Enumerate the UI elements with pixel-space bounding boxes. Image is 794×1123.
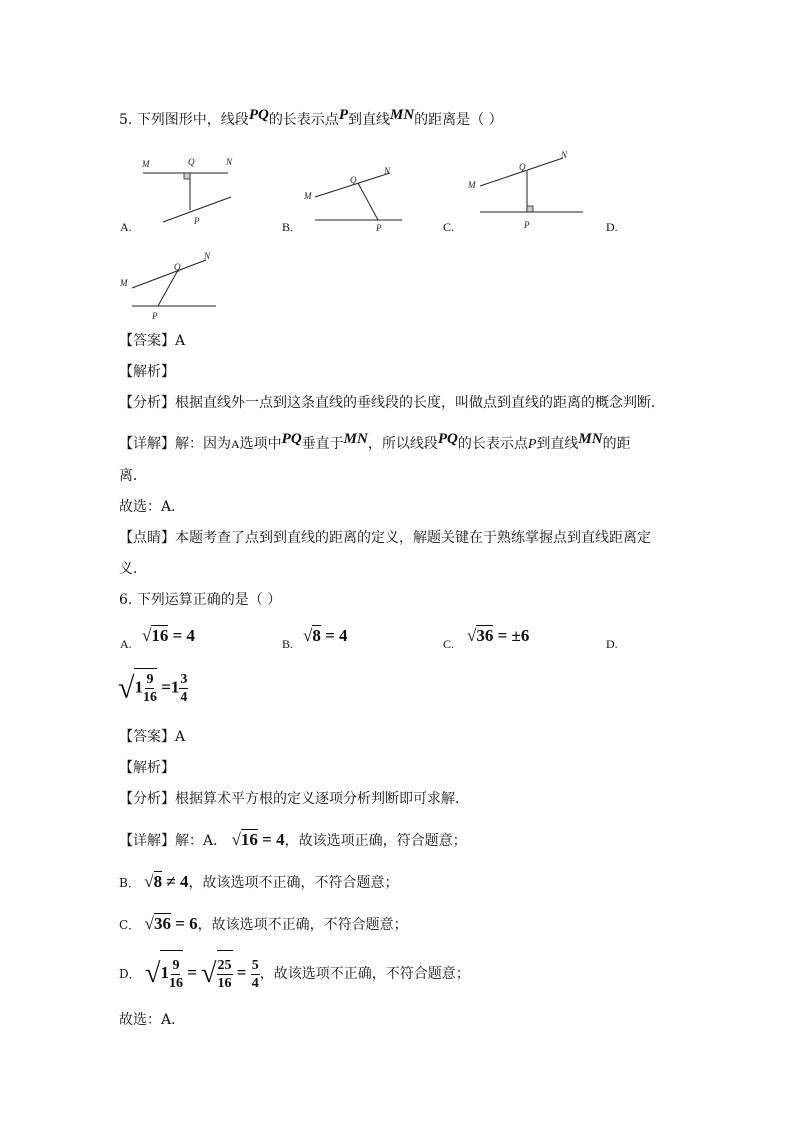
q5-analysis-title: 【解析】 <box>119 364 175 380</box>
q6-choose: 故选：A． <box>119 1012 186 1028</box>
q5-option-d: D. <box>606 220 618 234</box>
q5-figure-c <box>465 148 595 233</box>
sqrt-icon: √ <box>303 626 313 645</box>
q5-figure-a <box>138 152 238 232</box>
svg-text:Q: Q <box>174 262 181 272</box>
q6-option-b-expr: √8 = 4 <box>303 626 348 645</box>
q6-detail-c: C． √36 = 6，故该选项不正确，不符合题意； <box>119 914 408 933</box>
svg-text:Q: Q <box>519 162 526 172</box>
q5-option-c: C. <box>443 220 455 234</box>
svg-text:M: M <box>120 278 128 288</box>
q6-stem: 6. 下列运算正确的是（ ） <box>119 592 282 608</box>
q6-answer: 【答案】A <box>119 729 186 745</box>
svg-text:P: P <box>152 311 158 321</box>
q5-figure-b <box>300 165 410 235</box>
q6-option-d-expr: √1 $\frac{9}{16}$ =1 $\frac{3}{4}$ <box>118 668 188 706</box>
q5-option-b: B. <box>282 220 294 234</box>
svg-text:Q: Q <box>350 175 357 185</box>
q5-detail: 【详解】解：因为A选项中PQ垂直于MN，所以线段PQ的长表示点P到直线MN的距 <box>119 431 631 452</box>
svg-text:N: N <box>226 157 233 167</box>
q5-choose: 故选：A． <box>119 499 186 515</box>
svg-text:P: P <box>194 216 200 226</box>
q6-detail-b: B． √8 ≠ 4，故该选项不正确，不符合题意； <box>119 872 399 891</box>
svg-text:P: P <box>376 223 382 233</box>
svg-text:M: M <box>304 191 312 201</box>
svg-text:M: M <box>468 180 476 190</box>
sqrt-icon: √ <box>118 671 135 705</box>
q5-answer: 【答案】A <box>119 333 186 349</box>
svg-text:N: N <box>204 251 211 261</box>
svg-text:P: P <box>524 220 530 230</box>
q5-detail-cont: 离． <box>119 468 147 484</box>
sqrt-icon: √ <box>142 626 152 645</box>
sqrt-icon: √ <box>467 626 477 645</box>
q6-detail-d: D． √1 $\frac{9}{16}$ = √ $\frac{25}{16}$ = $\frac{5}{4}$ ，故该选项不正确，不符合题意； <box>119 950 470 996</box>
q5-figure-d <box>118 250 228 322</box>
q6-option-a-expr: √16 = 4 <box>142 626 196 645</box>
q5-comment: 【点睛】本题考查了点到到直线的距离的定义，解题关键在于熟练掌握点到直线距离定 <box>119 530 651 546</box>
q6-option-b: B. <box>282 637 294 651</box>
q5-analysis: 【分析】根据直线外一点到这条直线的垂线段的长度，叫做点到直线的距离的概念判断． <box>119 395 665 411</box>
svg-text:N: N <box>384 166 391 176</box>
svg-text:M: M <box>142 159 150 169</box>
q6-option-a: A. <box>120 637 132 651</box>
q6-option-c: C. <box>443 637 455 651</box>
q6-analysis: 【分析】根据算术平方根的定义逐项分析判断即可求解． <box>119 791 469 807</box>
svg-text:Q: Q <box>188 157 195 167</box>
q6-option-c-expr: √36 = ±6 <box>467 626 530 645</box>
svg-text:N: N <box>561 150 568 160</box>
q6-analysis-title: 【解析】 <box>119 760 175 776</box>
q5-stem: 5. 下列图形中，线段PQ的长表示点P到直线MN的距离是（ ） <box>119 107 503 128</box>
q6-option-d: D. <box>606 637 618 651</box>
q5-comment-cont: 义． <box>119 561 147 577</box>
q5-option-a: A. <box>120 220 132 234</box>
q6-detail-a: 【详解】解：A． √16 = 4，故该选项正确，符合题意； <box>119 830 467 849</box>
